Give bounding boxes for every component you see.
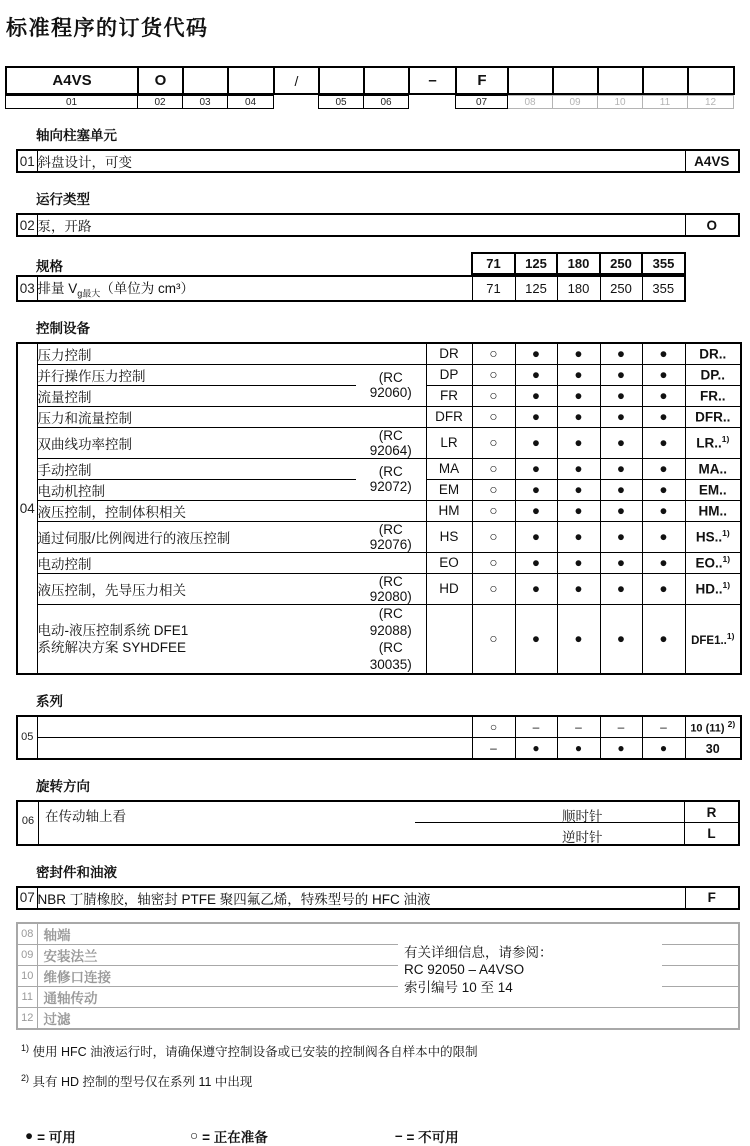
reference-note-line3: 索引编号 10 至 14 — [404, 979, 513, 995]
page-title: 标准程序的订货代码 — [6, 17, 209, 40]
divider — [38, 802, 39, 844]
footnote-marker: 1) — [722, 580, 731, 591]
order-code-text: EO.. — [695, 555, 723, 571]
code-cell-f: F — [456, 67, 508, 94]
footnote-marker: 1) — [726, 630, 735, 641]
heading-axial-piston-unit: 轴向柱塞单元 — [36, 128, 117, 143]
legend-item-not-available — [395, 1126, 459, 1146]
series-desc-empty — [37, 716, 472, 738]
table-row — [17, 150, 739, 172]
position-number: 06 — [364, 96, 409, 109]
order-code-text: DR.. — [699, 346, 727, 362]
order-code — [685, 552, 741, 573]
availability: ● — [515, 552, 557, 573]
table-row — [17, 887, 739, 909]
availability: – — [515, 716, 557, 738]
availability: ○ — [472, 552, 515, 573]
filled-dot-icon: ● — [25, 1128, 34, 1144]
row-description — [37, 276, 472, 301]
availability: ● — [642, 364, 685, 385]
code-cell-empty — [183, 67, 228, 94]
footnote-marker: 2) — [727, 718, 736, 729]
availability: ● — [642, 521, 685, 552]
legend-item-available — [25, 1126, 190, 1146]
control-label: 压力和流量控制 — [37, 406, 356, 427]
control-row — [17, 343, 741, 365]
rotation-option-label: 逆时针 — [562, 829, 603, 845]
order-code-text: EM.. — [698, 482, 727, 498]
code-numbers-row — [6, 96, 734, 109]
order-code-text: DFR.. — [695, 409, 731, 425]
order-code-text: HS.. — [695, 529, 723, 545]
order-code-text: HD.. — [695, 581, 723, 597]
position-number-gray: 08 — [508, 96, 553, 109]
heading-rotation-direction: 旋转方向 — [36, 778, 90, 794]
code-cell-empty — [688, 67, 734, 94]
availability: ● — [515, 427, 557, 458]
availability: ● — [642, 737, 685, 759]
row-07-table — [16, 886, 740, 910]
availability: ● — [642, 500, 685, 521]
position-number: 02 — [138, 96, 183, 109]
availability: ● — [557, 552, 600, 573]
position-number: 05 — [319, 96, 364, 109]
sections — [16, 124, 750, 1030]
control-code: LR — [426, 427, 472, 458]
control-devices-table — [16, 342, 742, 675]
row-number: 01 — [17, 150, 37, 172]
position-number-gray: 11 — [643, 96, 688, 109]
availability: ● — [642, 427, 685, 458]
availability: ● — [600, 500, 642, 521]
code-cell-empty — [508, 67, 553, 94]
series-code — [685, 737, 741, 759]
control-code: EO — [426, 552, 472, 573]
order-code-text: HM.. — [698, 503, 727, 519]
heading-series: 系列 — [36, 693, 63, 709]
position-number: 04 — [228, 96, 274, 109]
code-cell-empty — [228, 67, 274, 94]
order-code — [685, 385, 741, 406]
size-header-row — [472, 253, 685, 274]
size-col: 71 — [472, 253, 515, 274]
table-row — [17, 923, 739, 945]
availability: ○ — [472, 479, 515, 500]
availability: ● — [642, 573, 685, 604]
control-code: DR — [426, 343, 472, 365]
availability: ● — [515, 385, 557, 406]
row-number: 09 — [17, 944, 37, 965]
legend-label: = 正在准备 — [202, 1129, 268, 1145]
legend — [25, 1126, 750, 1146]
code-cell-empty — [643, 67, 688, 94]
legend-item-in-preparation — [190, 1126, 395, 1146]
availability: ● — [600, 343, 642, 365]
position-number-gray: 12 — [688, 96, 734, 109]
size-value: 71 — [472, 276, 515, 301]
table-row — [17, 1007, 739, 1029]
reference-note-line1: 有关详细信息，请参阅： — [404, 944, 553, 960]
row-description: 斜盘设计，可变 — [37, 150, 685, 172]
availability: ● — [557, 573, 600, 604]
size-header — [16, 252, 750, 275]
series-table — [16, 715, 742, 760]
availability: ● — [557, 385, 600, 406]
availability: – — [642, 716, 685, 738]
availability: ● — [600, 604, 642, 674]
row-number: 05 — [17, 716, 37, 759]
availability: ● — [600, 458, 642, 479]
footnote-1 — [21, 1042, 750, 1060]
row-description: 安装法兰 — [37, 944, 739, 965]
footnote-text: 使用 HFC 油液运行时，请确保遵守控制设备或已安装的控制阀各自样本中的限制 — [32, 1044, 478, 1059]
heading-seals-fluid: 密封件和油液 — [36, 864, 117, 880]
availability: ● — [557, 521, 600, 552]
code-cell-a4vs: A4VS — [6, 67, 138, 94]
availability: ● — [515, 479, 557, 500]
rc-ref: (RC 92076) — [356, 521, 426, 552]
position-number-gray: 09 — [553, 96, 598, 109]
control-label: 压力控制 — [37, 343, 356, 365]
code-cell-empty — [553, 67, 598, 94]
availability: ● — [642, 385, 685, 406]
legend-label: = 可用 — [37, 1129, 76, 1145]
footnote-marker: 2) — [21, 1072, 30, 1083]
footnote-marker: 1) — [722, 528, 730, 539]
availability: ● — [642, 343, 685, 365]
rotation-option-code: R — [706, 804, 717, 820]
row-description: 维修口连接 — [37, 965, 739, 986]
control-label: 液压控制，先导压力相关 — [37, 573, 356, 604]
displacement-text: 排量 V — [37, 281, 78, 296]
row-number: 08 — [17, 923, 37, 945]
row-number: 02 — [17, 214, 37, 236]
footnote-marker: 1) — [721, 434, 730, 445]
availability: ○ — [472, 573, 515, 604]
order-code-text: DFE1.. — [691, 634, 727, 647]
ordering-code-table — [5, 66, 735, 95]
availability: ● — [557, 343, 600, 365]
availability: ● — [642, 479, 685, 500]
control-label: 并行操作压力控制 — [37, 364, 356, 385]
availability: ● — [515, 343, 557, 365]
row-number: 04 — [17, 343, 37, 674]
legend-label: = 不可用 — [406, 1129, 459, 1145]
availability: ● — [600, 427, 642, 458]
availability: ● — [557, 604, 600, 674]
row-number: 07 — [17, 887, 37, 909]
series-desc-empty — [37, 737, 472, 759]
row-number: 10 — [17, 965, 37, 986]
availability: ● — [600, 552, 642, 573]
rc-ref — [356, 406, 426, 427]
rc-ref-line1: (RC 92088) — [369, 605, 412, 638]
availability: ● — [515, 737, 557, 759]
availability: – — [472, 737, 515, 759]
table-row — [17, 214, 739, 236]
gray-section — [16, 922, 750, 1030]
availability: ○ — [472, 716, 515, 738]
size-col: 355 — [642, 253, 685, 274]
control-code: DFR — [426, 406, 472, 427]
availability: ○ — [472, 427, 515, 458]
availability: ● — [515, 458, 557, 479]
control-label: 流量控制 — [37, 385, 356, 406]
code-cell-slash: / — [274, 67, 319, 94]
order-code — [685, 521, 741, 552]
availability: ● — [600, 479, 642, 500]
availability: ○ — [472, 364, 515, 385]
reference-note — [398, 943, 662, 999]
table-row — [17, 276, 685, 301]
control-code: DP — [426, 364, 472, 385]
row-number: 03 — [17, 276, 37, 301]
code-cell-empty — [319, 67, 364, 94]
series-code-text: 10 (11) — [690, 722, 725, 735]
control-code — [426, 604, 472, 674]
ordering-code-numbers — [5, 95, 734, 109]
availability: ● — [515, 364, 557, 385]
number-gap — [274, 96, 319, 109]
code-cell-dash: – — [409, 67, 456, 94]
series-code — [685, 716, 741, 738]
availability: ● — [515, 406, 557, 427]
availability: ● — [557, 427, 600, 458]
heading-operation-type: 运行类型 — [36, 192, 90, 207]
position-number: 07 — [456, 96, 508, 109]
availability: ● — [557, 364, 600, 385]
rc-ref: (RC 92072) — [356, 458, 426, 500]
footnote-text: 具有 HD 控制的型号仅在系列 11 中出现 — [32, 1074, 253, 1089]
control-row — [17, 458, 741, 479]
availability: ○ — [472, 343, 515, 365]
availability: ● — [642, 406, 685, 427]
row-number: 11 — [17, 986, 37, 1007]
series-code-text: 30 — [705, 741, 720, 756]
code-cells-row — [6, 67, 734, 94]
row-description: 通轴传动 — [37, 986, 739, 1007]
row-number: 12 — [17, 1007, 37, 1029]
control-code: MA — [426, 458, 472, 479]
row-description: 泵，开路 — [37, 214, 685, 236]
rc-ref — [356, 500, 426, 521]
number-gap — [409, 96, 456, 109]
availability: ● — [600, 737, 642, 759]
control-label: 液压控制，控制体积相关 — [37, 500, 356, 521]
availability: ○ — [472, 500, 515, 521]
position-number: 01 — [6, 96, 138, 109]
size-col: 250 — [600, 253, 642, 274]
control-row — [17, 427, 741, 458]
control-code: HD — [426, 573, 472, 604]
row-description: NBR 丁腈橡胶，轴密封 PTFE 聚四氟乙烯，特殊型号的 HFC 油液 — [37, 887, 685, 909]
size-value: 180 — [557, 276, 600, 301]
rc-ref: (RC 92080) — [356, 573, 426, 604]
rc-ref — [356, 343, 426, 365]
control-label-line2: 系统解决方案 SYHDFEE — [37, 639, 187, 655]
footnote-2 — [21, 1072, 750, 1090]
availability: ● — [515, 604, 557, 674]
rc-ref: (RC 92060) — [356, 364, 426, 406]
order-code — [685, 573, 741, 604]
order-code — [685, 458, 741, 479]
position-number: 03 — [183, 96, 228, 109]
control-row — [17, 406, 741, 427]
availability: ● — [642, 458, 685, 479]
order-code — [685, 479, 741, 500]
availability: ● — [642, 604, 685, 674]
rc-ref — [356, 604, 426, 674]
open-circle-icon: ○ — [190, 1128, 199, 1144]
row-code: F — [685, 887, 739, 909]
rc-ref-line2: (RC 30035) — [369, 639, 412, 672]
size-value: 125 — [515, 276, 557, 301]
availability: ● — [600, 521, 642, 552]
order-code — [685, 604, 741, 674]
availability: ● — [515, 521, 557, 552]
control-label-line1: 电动-液压控制系统 DFE1 — [37, 622, 189, 638]
order-code — [685, 364, 741, 385]
dash-icon: – — [395, 1128, 403, 1144]
row-number: 06 — [21, 814, 35, 827]
availability: ● — [600, 364, 642, 385]
control-code: EM — [426, 479, 472, 500]
footnote-marker: 1) — [21, 1042, 30, 1053]
row-02-table — [16, 213, 740, 237]
row-description: 过滤 — [37, 1007, 739, 1029]
availability: ● — [557, 737, 600, 759]
code-cell-o: O — [138, 67, 183, 94]
size-columns — [471, 252, 686, 275]
control-label: 通过伺服/比例阀进行的液压控制 — [37, 521, 356, 552]
control-row — [17, 364, 741, 385]
control-label: 双曲线功率控制 — [37, 427, 356, 458]
row-01-table — [16, 149, 740, 173]
size-value: 250 — [600, 276, 642, 301]
availability: – — [600, 716, 642, 738]
availability: ○ — [472, 385, 515, 406]
order-code-text: FR.. — [700, 388, 726, 404]
footnote-marker: 1) — [722, 554, 731, 565]
order-code-text: LR.. — [696, 435, 722, 451]
order-code — [685, 406, 741, 427]
heading-control-devices: 控制设备 — [36, 320, 90, 336]
size-col: 125 — [515, 253, 557, 274]
control-code: FR — [426, 385, 472, 406]
code-cell-empty — [598, 67, 643, 94]
control-row — [17, 552, 741, 573]
size-value: 355 — [642, 276, 685, 301]
control-row — [17, 604, 741, 674]
control-row — [17, 500, 741, 521]
control-code: HS — [426, 521, 472, 552]
order-code-text: MA.. — [698, 461, 727, 477]
rotation-option-code: L — [707, 825, 716, 841]
availability: ● — [600, 406, 642, 427]
heading-size: 规格 — [36, 259, 63, 274]
displacement-unit: （单位为 cm³） — [100, 281, 195, 296]
control-label — [37, 604, 356, 674]
control-code: HM — [426, 500, 472, 521]
availability: ● — [642, 552, 685, 573]
availability: ● — [515, 500, 557, 521]
availability: ○ — [472, 458, 515, 479]
row-description: 轴端 — [37, 923, 739, 945]
order-code — [685, 427, 741, 458]
position-number-gray: 10 — [598, 96, 643, 109]
series-row — [17, 716, 741, 738]
size-col: 180 — [557, 253, 600, 274]
order-code — [685, 500, 741, 521]
order-code — [685, 343, 741, 365]
availability: ○ — [472, 521, 515, 552]
control-label: 手动控制 — [37, 458, 356, 479]
availability: ○ — [472, 406, 515, 427]
rc-ref: (RC 92064) — [356, 427, 426, 458]
availability: ● — [557, 406, 600, 427]
rotation-description: 在传动轴上看 — [45, 808, 126, 824]
control-row — [17, 573, 741, 604]
displacement-subscript: g最大 — [77, 288, 101, 299]
order-code-text: DP.. — [700, 367, 725, 383]
control-row — [17, 521, 741, 552]
control-label: 电动机控制 — [37, 479, 356, 500]
row-code: A4VS — [685, 150, 739, 172]
availability: – — [557, 716, 600, 738]
availability: ● — [557, 500, 600, 521]
rotation-table — [16, 800, 740, 846]
rotation-option-label: 顺时针 — [562, 808, 603, 824]
reference-note-line2: RC 92050 – A4VSO — [404, 962, 525, 978]
series-row — [17, 737, 741, 759]
availability: ● — [515, 573, 557, 604]
availability: ● — [557, 479, 600, 500]
rc-ref — [356, 552, 426, 573]
code-cell-empty — [364, 67, 409, 94]
availability: ○ — [472, 604, 515, 674]
row-03-table — [16, 275, 686, 302]
availability: ● — [600, 573, 642, 604]
row-code: O — [685, 214, 739, 236]
availability: ● — [557, 458, 600, 479]
availability: ● — [600, 385, 642, 406]
control-label: 电动控制 — [37, 552, 356, 573]
